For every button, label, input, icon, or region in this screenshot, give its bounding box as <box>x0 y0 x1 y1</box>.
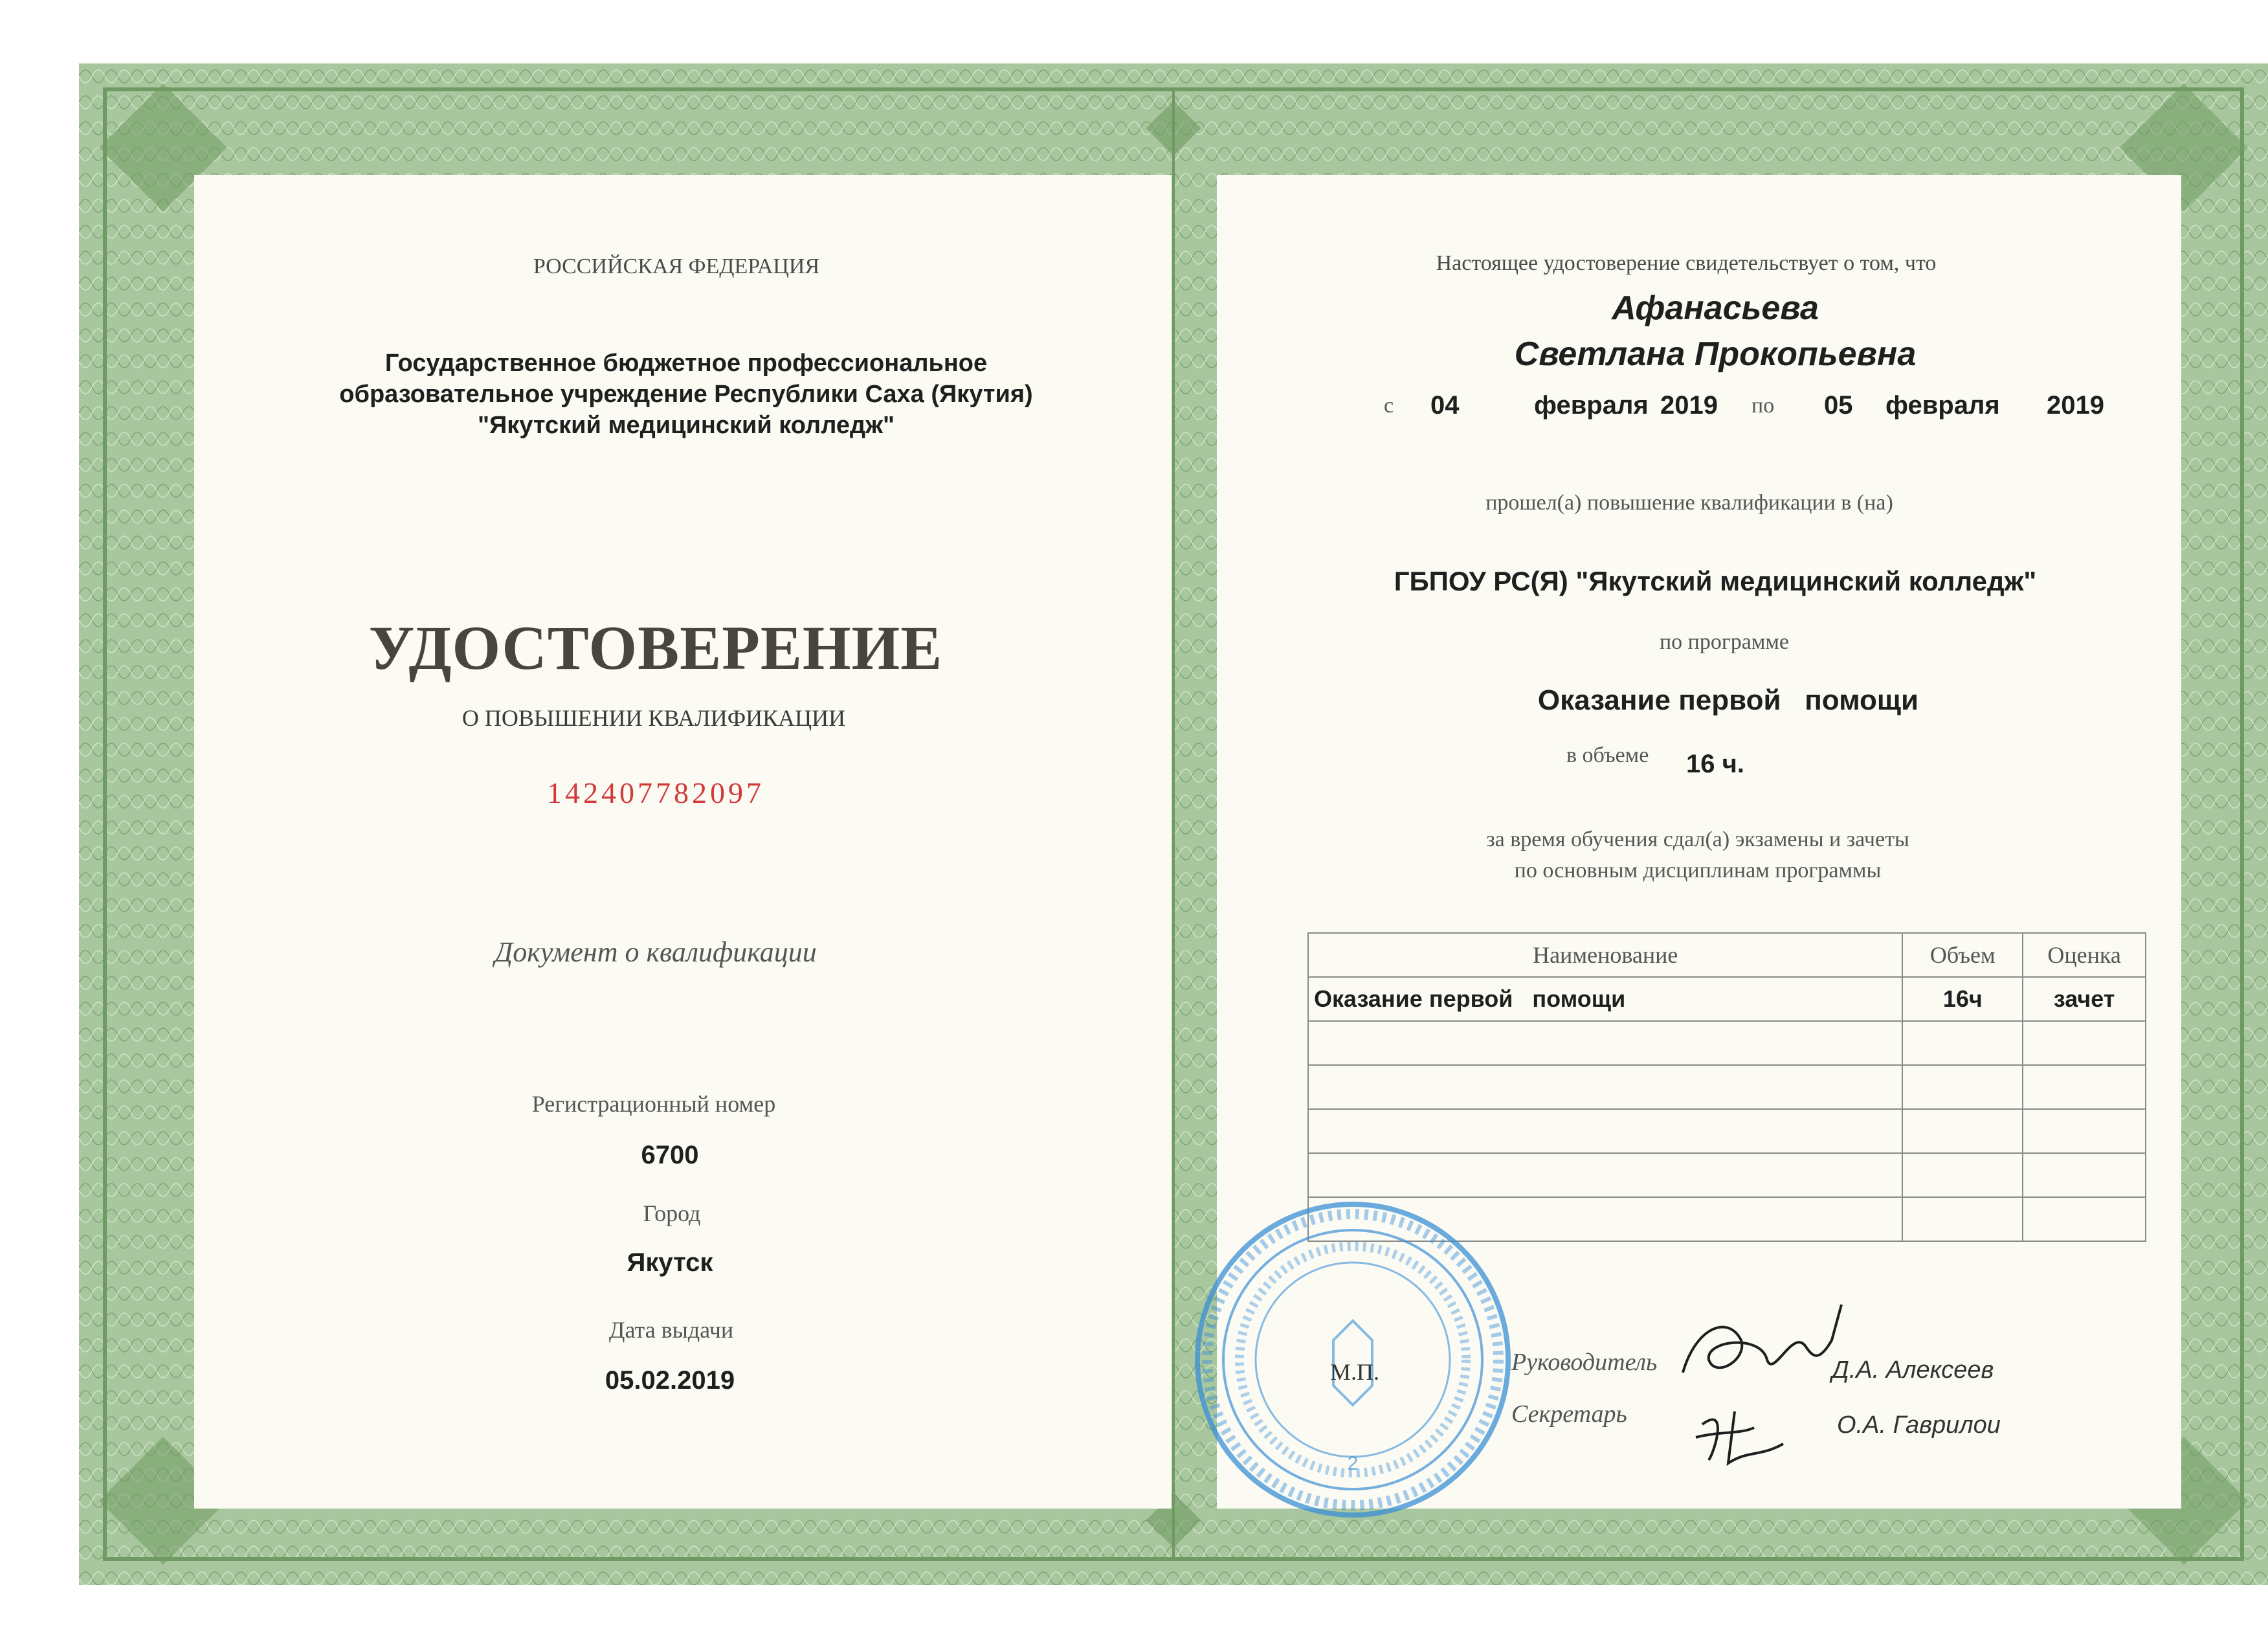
table-row <box>1308 1065 2146 1109</box>
cell-volume <box>1902 1021 2023 1065</box>
city-value: Якутск <box>627 1248 713 1277</box>
holder-given-names: Светлана Прокопьевна <box>1514 335 1917 373</box>
institution-line-3: "Якутский медицинский колледж" <box>477 412 895 439</box>
cell-volume <box>1902 1109 2023 1153</box>
head-label: Руководитель <box>1511 1349 1658 1376</box>
country-header: РОССИЙСКАЯ ФЕДЕРАЦИЯ <box>533 254 820 278</box>
institution-line-1: Государственное бюджетное профессиональное <box>384 350 988 377</box>
secretary-label: Секретарь <box>1511 1400 1627 1428</box>
cell-discipline <box>1308 1153 1902 1197</box>
volume-label: в объеме <box>1566 743 1649 767</box>
head-name: Д.А. Алексеев <box>1832 1356 1994 1384</box>
secretary-signature <box>1689 1398 1793 1470</box>
cell-discipline: Оказание первой помощи <box>1308 977 1902 1021</box>
head-signature <box>1670 1301 1851 1398</box>
issue-date-label: Дата выдачи <box>608 1317 734 1343</box>
cell-discipline <box>1308 1021 1902 1065</box>
cell-grade <box>2023 1021 2146 1065</box>
exams-line-2: по основным дисциплинам программы <box>1514 859 1882 882</box>
period-from-year: 2019 <box>1660 391 1718 420</box>
table-row <box>1308 1109 2146 1153</box>
exams-line-1: за время обучения сдал(а) экзамены и зачеты <box>1486 827 1909 851</box>
stamp-place-mark: М.П. <box>1330 1359 1380 1385</box>
period-to-year: 2019 <box>2047 391 2104 420</box>
cell-grade: зачет <box>2023 977 2146 1021</box>
organization-name: ГБПОУ РС(Я) "Якутский медицинский колледж" <box>1394 566 2037 596</box>
issue-date-value: 05.02.2019 <box>605 1366 735 1395</box>
period-to-word: по <box>1751 394 1775 418</box>
table-row <box>1308 1021 2146 1065</box>
passed-text: прошел(а) повышение квалификации в (на) <box>1485 491 1893 515</box>
document-title: УДОСТОВЕРЕНИЕ <box>368 613 943 682</box>
cell-grade <box>2023 1109 2146 1153</box>
table-header-row <box>1308 933 2146 977</box>
program-label: по программе <box>1659 630 1790 654</box>
cell-grade <box>2023 1065 2146 1109</box>
col-header-volume: Объем <box>1902 933 2023 977</box>
cell-volume <box>1902 1153 2023 1197</box>
period-from-day: 04 <box>1430 391 1460 420</box>
cell-discipline <box>1308 1065 1902 1109</box>
intro-text: Настоящее удостоверение свидетельствует о том, что <box>1436 251 1937 275</box>
document-type: Документ о квалификации <box>495 936 817 968</box>
volume-value: 16 ч. <box>1686 750 1744 778</box>
period-to-month: февраля <box>1885 391 2000 420</box>
cell-volume <box>1902 1065 2023 1109</box>
col-header-name: Наименование <box>1308 933 1902 977</box>
table-row <box>1308 977 2146 1021</box>
registration-label: Регистрационный номер <box>531 1091 776 1117</box>
svg-text:2: 2 <box>1347 1453 1359 1474</box>
holder-surname: Афанасьева <box>1612 289 1819 327</box>
table-row <box>1308 1153 2146 1197</box>
city-label: Город <box>643 1200 701 1226</box>
col-header-grade: Оценка <box>2023 933 2146 977</box>
cell-volume <box>1902 1197 2023 1241</box>
cell-discipline <box>1308 1109 1902 1153</box>
secretary-name: О.А. Гаврилои <box>1837 1411 2001 1439</box>
period-to-day: 05 <box>1824 391 1853 420</box>
document-subtitle: О ПОВЫШЕНИИ КВАЛИФИКАЦИИ <box>461 705 846 731</box>
program-name: Оказание первой помощи <box>1537 684 1919 716</box>
registration-number: 6700 <box>641 1141 699 1169</box>
serial-number: 142407782097 <box>547 776 764 809</box>
cell-grade <box>2023 1153 2146 1197</box>
cell-volume: 16ч <box>1902 977 2023 1021</box>
period-from-word: с <box>1384 394 1394 418</box>
cell-grade <box>2023 1197 2146 1241</box>
institution-line-2: образовательное учреждение Республики Саха (Якутия) <box>339 381 1033 408</box>
period-from-month: февраля <box>1534 391 1649 420</box>
